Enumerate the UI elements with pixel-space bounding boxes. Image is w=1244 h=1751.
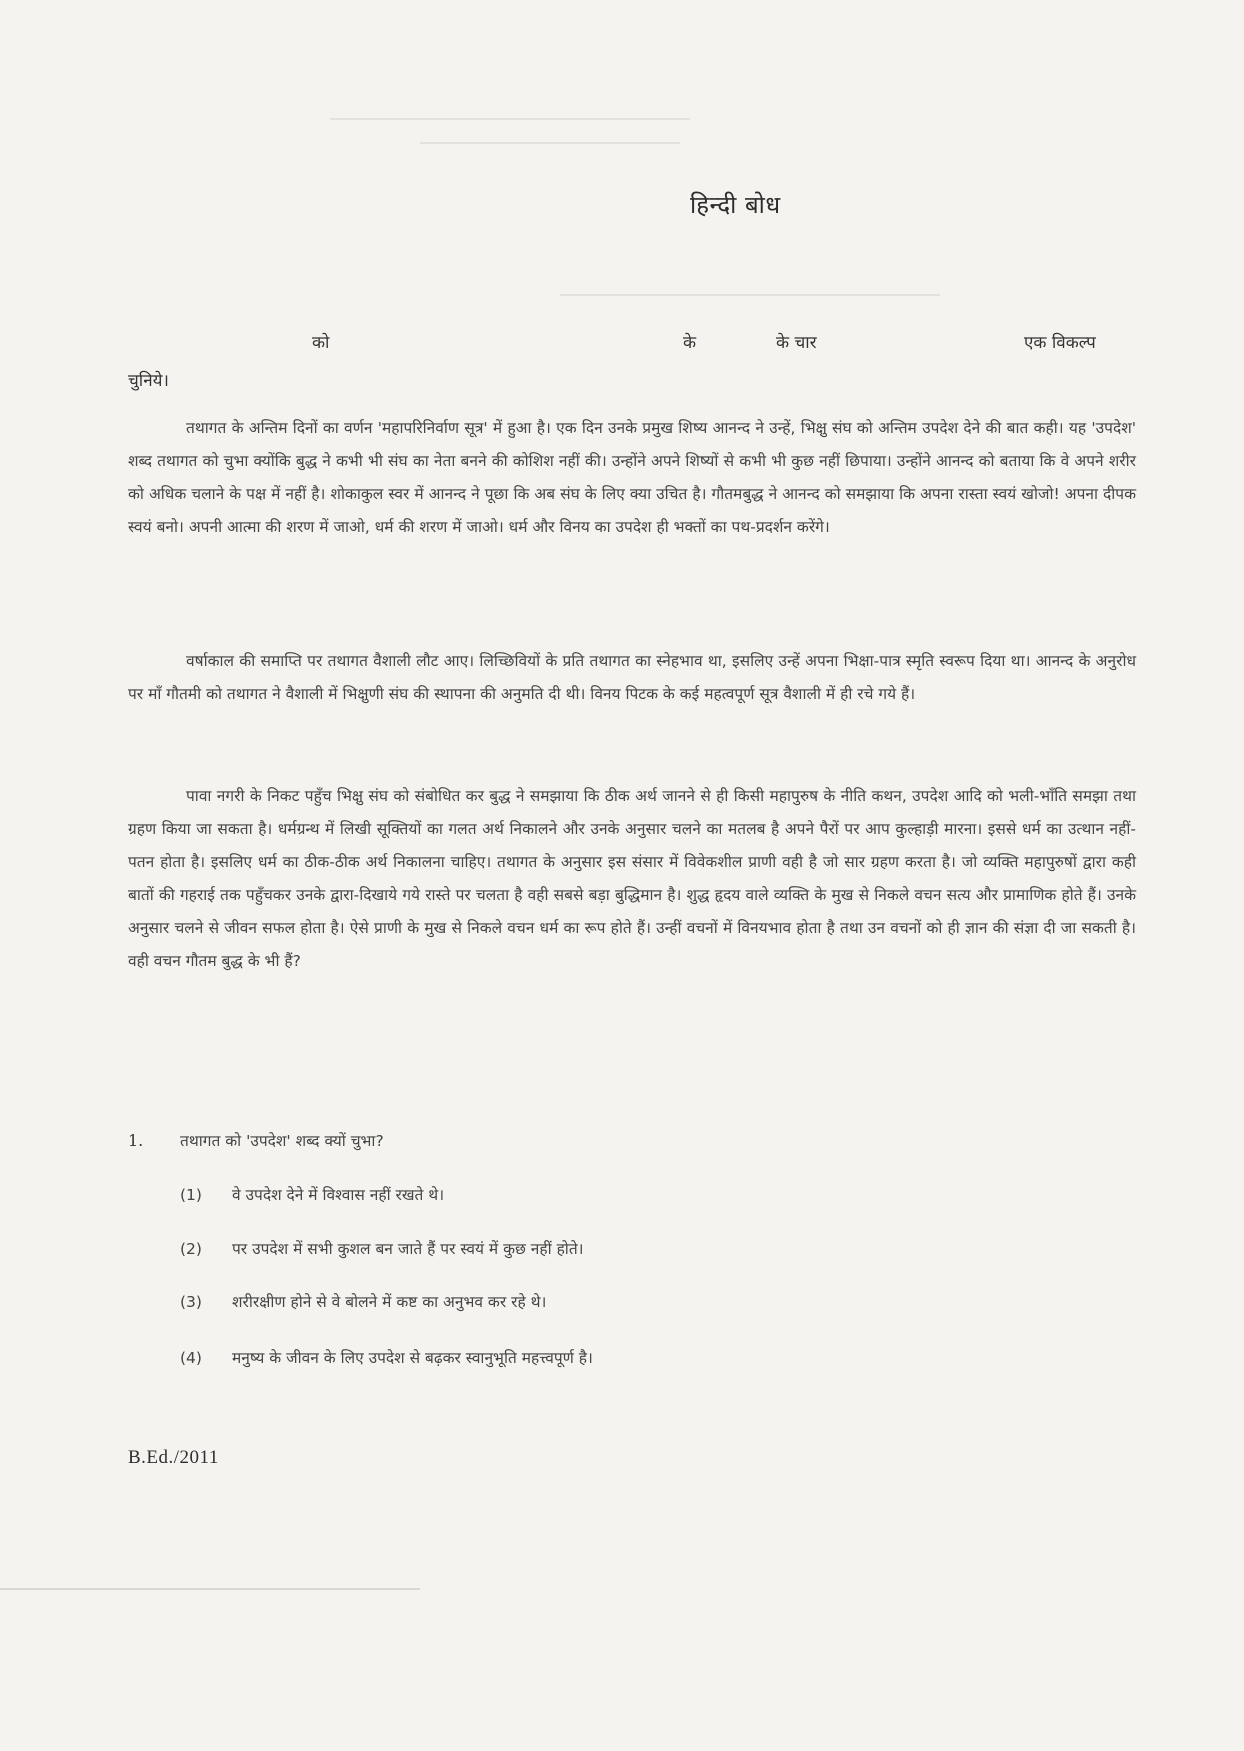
instruction-fragment: चुनिये। [128, 371, 169, 391]
answer-option [180, 1237, 584, 1259]
bleed-through-mark [420, 142, 680, 144]
divider [0, 1588, 420, 1590]
bleed-through-mark [330, 118, 690, 120]
instruction-fragment: के [683, 333, 697, 353]
option-number: (4) [180, 1349, 202, 1367]
passage-paragraph: पावा नगरी के निकट पहुँच भिक्षु संघ को संबोधित कर बुद्ध ने समझाया कि ठीक अर्थ जानने से ही किसी महापुरुष के नीति कथन, उपदेश आदि को भली-भाँति समझा तथा ग्रहण किया जा सकता है। धर्मग्रन्थ में लिखी सूक्तियों का गलत अर्थ निकालने और उनके अनुसार चलने का मतलब है अपने पैरों पर आप कुल्हाड़ी मारना। इससे धर्म का उत्थान नहीं-पतन होता है। इसलिए धर्म का ठीक-ठीक अर्थ निकालना चाहिए। तथागत के अनुसार इस संसार में विवेकशील प्राणी वही है जो सार ग्रहण करता है। जो व्यक्ति महापुरुषों द्वारा कही बातों की गहराई तक पहुँचकर उनके द्वारा-दिखाये गये रास्ते पर चलता है वही सबसे बड़ा बुद्धिमान है। शुद्ध हृदय वाले व्यक्ति के मुख से निकले वचन सत्य और प्रामाणिक होते हैं। उनके अनुसार चलने से जीवन सफल होता है। ऐसे प्राणी के मुख से निकले वचन धर्म का रूप होते हैं। उन्हीं वचनों में विनयभाव होता है तथा उन वचनों को ही ज्ञान की संज्ञा दी जा सकती है। वही वचन गौतम बुद्ध के भी हैं? [128, 787, 1136, 970]
option-number: (2) [180, 1240, 202, 1258]
option-text: मनुष्य के जीवन के लिए उपदेश से बढ़कर स्वानुभूति महत्त्वपूर्ण है। [232, 1349, 593, 1367]
bleed-through-mark [560, 294, 940, 296]
instruction-fragment: एक विकल्प [1024, 333, 1096, 353]
option-number: (3) [180, 1293, 202, 1311]
answer-option [180, 1183, 444, 1205]
question-text: तथागत को 'उपदेश' शब्द क्यों चुभा? [180, 1132, 384, 1150]
passage-paragraph: वर्षाकाल की समाप्ति पर तथागत वैशाली लौट आए। लिच्छिवियों के प्रति तथागत का स्नेहभाव था, इसलिए उन्हें अपना भिक्षा-पात्र स्मृति स्वरूप दिया था। आनन्द के अनुरोध पर माँ गौतमी को तथागत ने वैशाली में भिक्षुणी संघ की स्थापना की अनुमति दी थी। विनय पिटक के कई महत्वपूर्ण सूत्र वैशाली में ही रचे गये हैं। [128, 652, 1136, 703]
answer-option [180, 1346, 593, 1368]
section-title: हिन्दी बोध [690, 191, 781, 219]
option-number: (1) [180, 1186, 202, 1204]
instruction-fragment: को [312, 333, 330, 353]
exam-code: B.Ed./2011 [128, 1447, 219, 1468]
answer-option [180, 1290, 546, 1312]
option-text: वे उपदेश देने में विश्वास नहीं रखते थे। [232, 1186, 445, 1204]
instruction-fragment: के चार [776, 333, 817, 353]
option-text: शरीरक्षीण होने से वे बोलने में कष्ट का अनुभव कर रहे थे। [232, 1293, 547, 1311]
passage-paragraph: तथागत के अन्तिम दिनों का वर्णन 'महापरिनिर्वाण सूत्र' में हुआ है। एक दिन उनके प्रमुख शिष्य आनन्द ने उन्हें, भिक्षु संघ को अन्तिम उपदेश देने की बात कही। यह 'उपदेश' शब्द तथागत को चुभा क्योंकि बुद्ध ने कभी भी संघ का नेता बनने की कोशिश नहीं की। उन्होंने अपने शिष्यों से कभी भी कुछ नहीं छिपाया। उन्होंने आनन्द को बताया कि वे अपने शरीर को अधिक चलाने के पक्ष में नहीं है। शोकाकुल स्वर में आनन्द ने पूछा कि अब संघ के लिए क्या उचित है। गौतमबुद्ध ने आनन्द को समझाया कि अपना रास्ता स्वयं खोजो! अपना दीपक स्वयं बनो। अपनी आत्मा की शरण में जाओ, धर्म की शरण में जाओ। धर्म और विनय का उपदेश ही भक्तों का पथ-प्रदर्शन करेंगे। [128, 419, 1136, 536]
option-text: पर उपदेश में सभी कुशल बन जाते हैं पर स्वयं में कुछ नहीं होते। [232, 1240, 584, 1258]
question-number: 1. [128, 1131, 144, 1150]
